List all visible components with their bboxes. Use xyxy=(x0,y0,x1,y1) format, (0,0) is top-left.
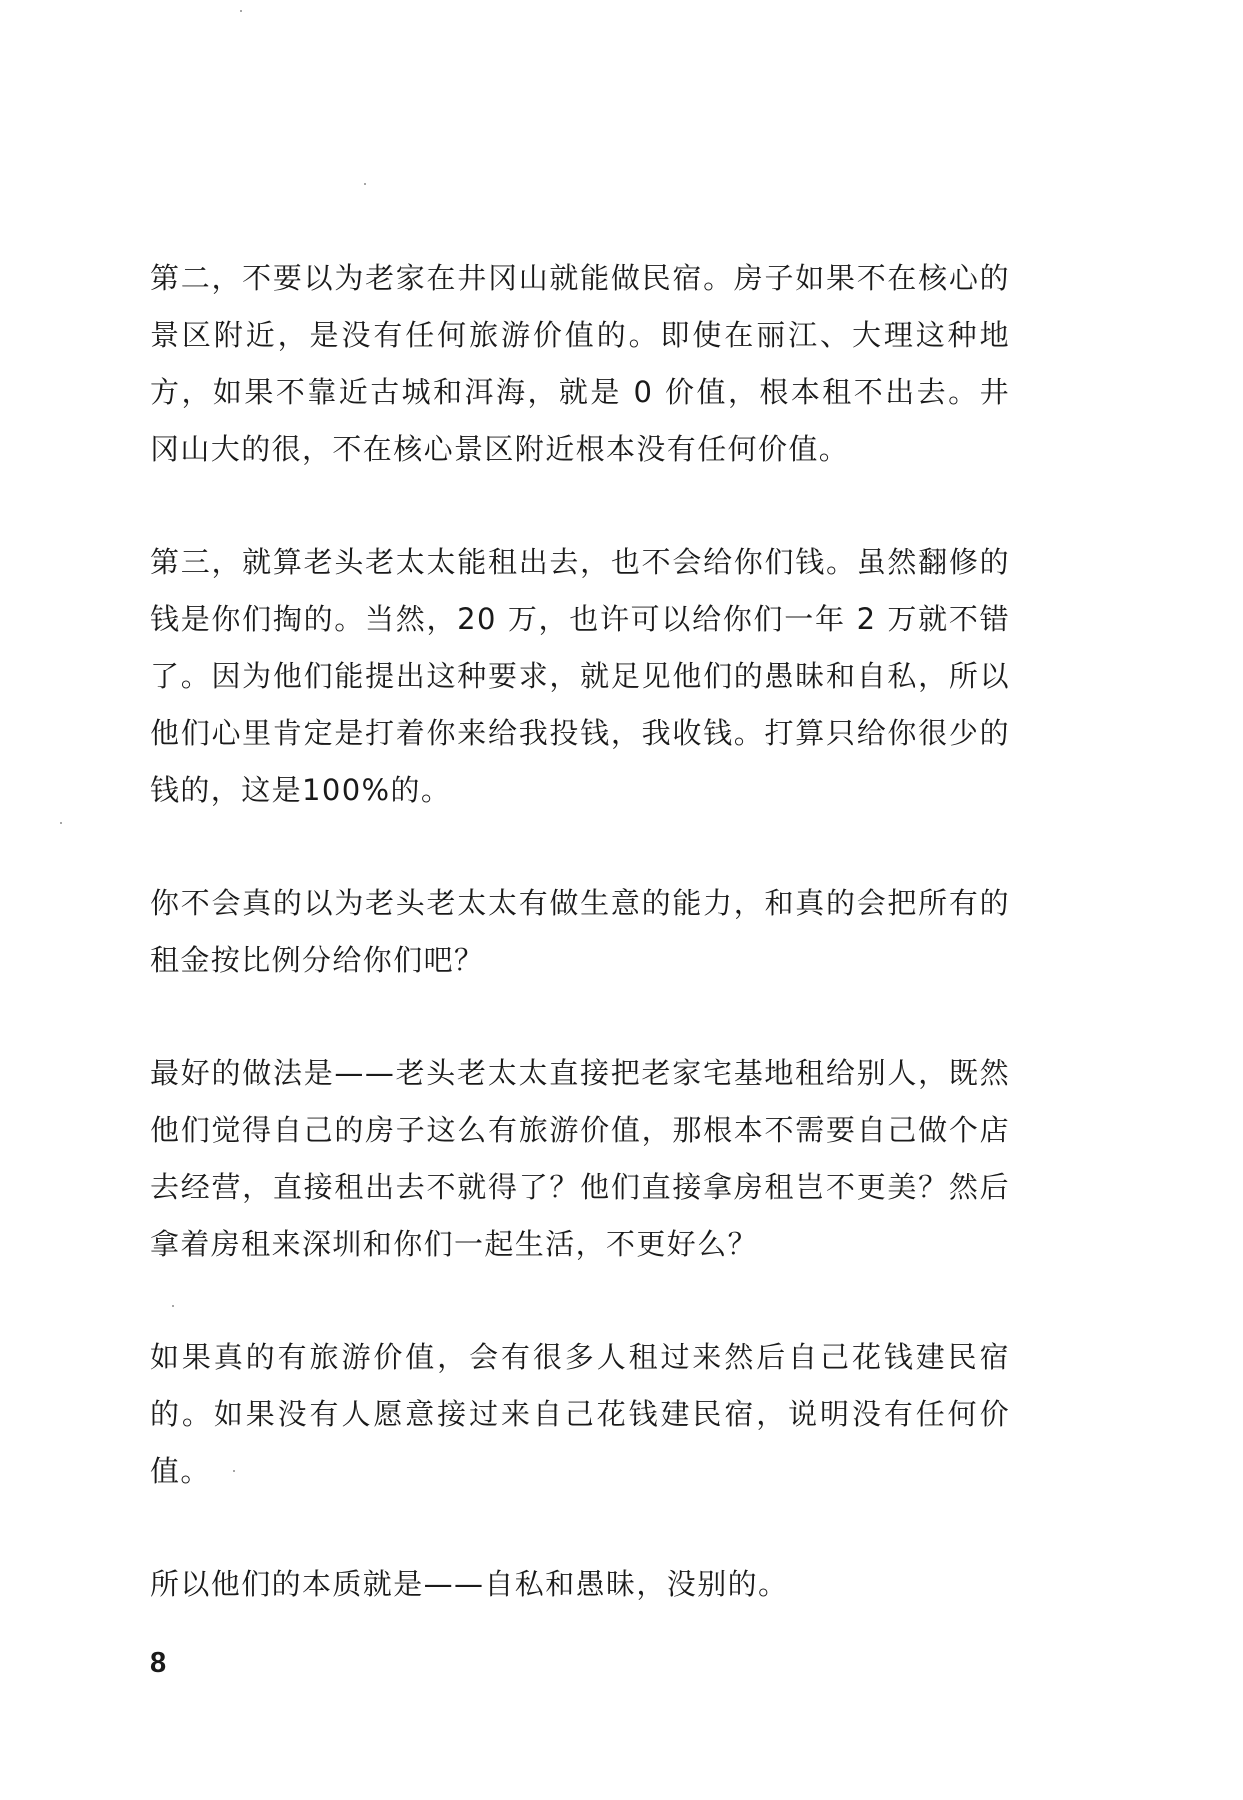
document-body xyxy=(150,250,1010,1613)
paragraph-tourism-value: 如果真的有旅游价值，会有很多人租过来然后自己花钱建民宿的。如果没有人愿意接过来自己花钱建民宿，说明没有任何价值。 xyxy=(150,1340,1010,1488)
paragraph-business-ability: 你不会真的以为老头老太太有做生意的能力，和真的会把所有的租金按比例分给你们吧？ xyxy=(150,886,1010,977)
scan-speck xyxy=(240,10,242,12)
paragraph-third-point: 第三，就算老头老太太能租出去，也不会给你们钱。虽然翻修的钱是你们掏的。当然，20 万，也许可以给你们一年 2 万就不错了。因为他们能提出这种要求，就足见他们的愚昧和自私，所以他们心里肯定是打着你来给我投钱，我收钱。打算只给你很少的钱的，这是100%的。 xyxy=(150,545,1010,807)
paragraph-conclusion: 所以他们的本质就是——自私和愚昧，没别的。 xyxy=(150,1567,789,1601)
scan-speck xyxy=(364,183,366,185)
page-number: 8 xyxy=(150,1647,167,1679)
paragraph-second-point: 第二，不要以为老家在井冈山就能做民宿。房子如果不在核心的景区附近，是没有任何旅游价值的。即使在丽江、大理这种地方，如果不靠近古城和洱海，就是 0 价值，根本租不出去。井冈山大的很，不在核心景区附近根本没有任何价值。 xyxy=(150,261,1010,466)
paragraph-best-approach: 最好的做法是——老头老太太直接把老家宅基地租给别人，既然他们觉得自己的房子这么有旅游价值，那根本不需要自己做个店去经营，直接租出去不就得了？他们直接拿房租岂不更美？然后拿着房租来深圳和你们一起生活，不更好么？ xyxy=(150,1056,1010,1261)
scan-speck xyxy=(60,822,62,824)
